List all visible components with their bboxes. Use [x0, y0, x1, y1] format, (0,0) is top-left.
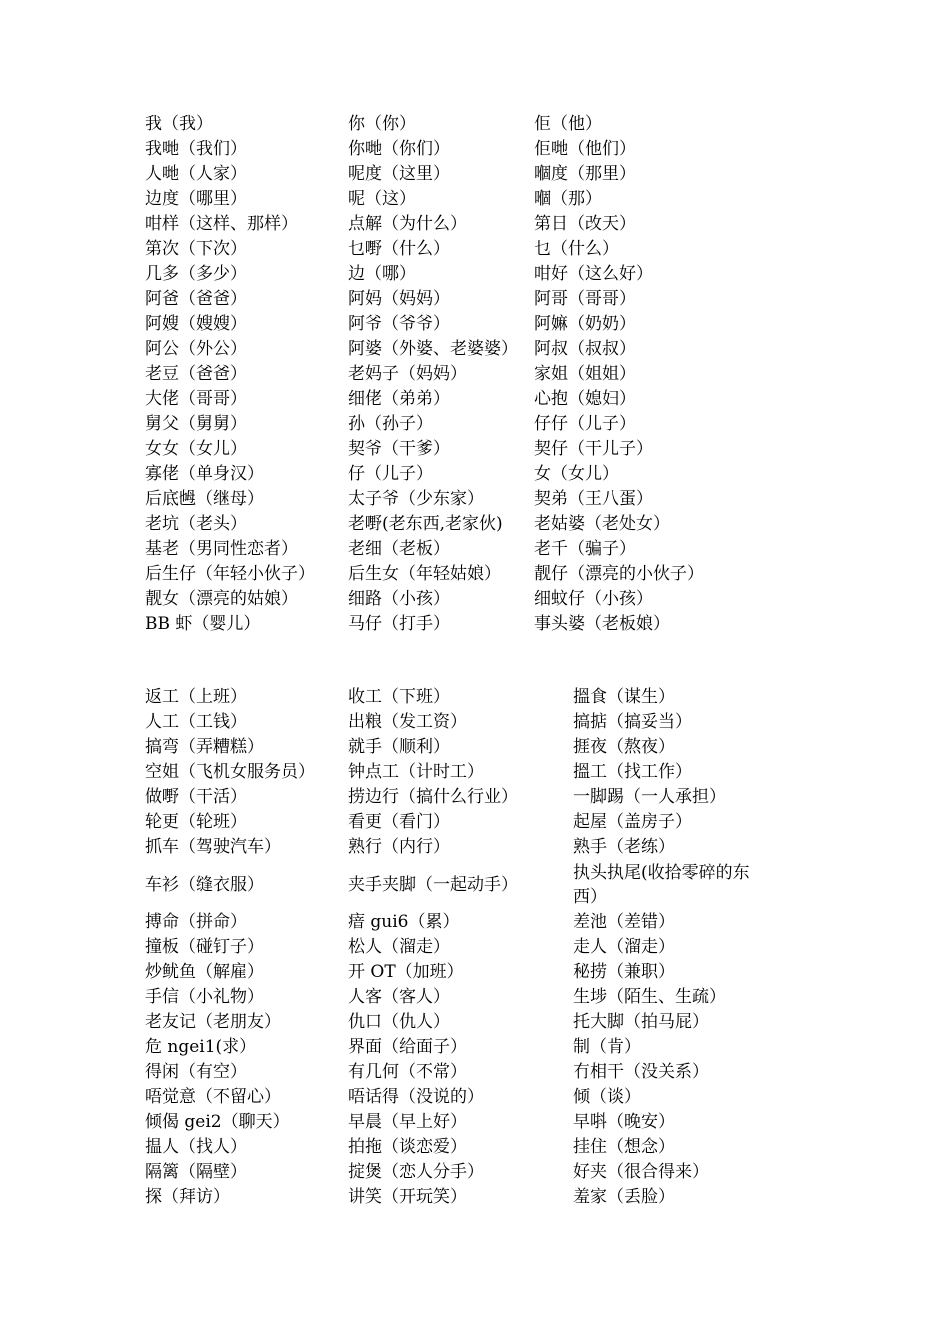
table-cell: 早唞（晚安）: [573, 1112, 675, 1132]
table-row: [145, 287, 765, 312]
table-cell: 隔篱（隔壁）: [145, 1162, 247, 1182]
table-row: [145, 960, 765, 985]
table-cell: 仇口（仇人）: [348, 1012, 450, 1032]
table-row: [145, 562, 765, 587]
table-cell: 收工（下班）: [348, 687, 450, 707]
table-cell: 你（你）: [348, 114, 416, 134]
table-cell: 车衫（缝衣服）: [145, 874, 264, 895]
table-cell: 咁样（这样、那样）: [145, 214, 298, 234]
table-cell: 做嘢（干活）: [145, 787, 247, 807]
table-cell: 阿嫲（奶奶）: [534, 314, 636, 334]
table-cell: 呢度（这里）: [348, 164, 450, 184]
table-cell: 后生女（年轻姑娘）: [348, 564, 501, 584]
table-cell: 松人（溜走）: [348, 937, 450, 957]
table-cell: 搞弯（弄糟糕）: [145, 737, 264, 757]
table-cell: 捞边行（搞什么行业）: [348, 787, 518, 807]
table-cell: 契弟（王八蛋）: [534, 489, 653, 509]
table-cell: 老细（老板）: [348, 539, 450, 559]
table-cell: 老妈子（妈妈）: [348, 364, 467, 384]
table-cell: 细路（小孩）: [348, 589, 450, 609]
table-cell: BB 虾（婴儿）: [145, 614, 261, 634]
pronouns-and-family-terms-table: [145, 112, 765, 637]
table-cell: 阿叔（叔叔）: [534, 339, 636, 359]
table-cell: 阿嫂（嫂嫂）: [145, 314, 247, 334]
table-cell: 后底乸（继母）: [145, 489, 264, 509]
table-cell: 阿爷（爷爷）: [348, 314, 450, 334]
table-cell: 讲笑（开玩笑）: [348, 1187, 467, 1207]
table-cell: 钟点工（计时工）: [348, 762, 484, 782]
table-cell: 女女（女儿）: [145, 439, 247, 459]
table-row: [145, 137, 765, 162]
table-row: [145, 412, 765, 437]
table-cell: 撞板（碰钉子）: [145, 937, 264, 957]
table-cell: 手信（小礼物）: [145, 987, 264, 1007]
table-cell: 基老（男同性恋者）: [145, 539, 298, 559]
table-cell: 契仔（干儿子）: [534, 439, 653, 459]
table-cell: 制（肯）: [573, 1037, 641, 1057]
table-row: [145, 1185, 765, 1210]
table-row: [145, 1160, 765, 1185]
table-row: [145, 437, 765, 462]
table-row: [145, 1010, 765, 1035]
table-cell: 一脚踢（一人承担）: [573, 787, 726, 807]
table-row: [145, 685, 765, 710]
table-cell: 看更（看门）: [348, 812, 450, 832]
table-cell: 你哋（你们）: [348, 139, 450, 159]
table-row: [145, 462, 765, 487]
table-cell: 差池（差错）: [573, 912, 675, 932]
table1-body: [145, 112, 765, 637]
table-cell: 轮更（轮班）: [145, 812, 247, 832]
table-cell: 搵工（找工作）: [573, 762, 692, 782]
table-row: [145, 612, 765, 637]
table-cell: 咁好（这么好）: [534, 264, 653, 284]
table-cell: 呢（这）: [348, 189, 416, 209]
table-row: [145, 910, 765, 935]
table-cell: 太子爷（少东家）: [348, 489, 484, 509]
table-row: [145, 362, 765, 387]
table-cell: 舅父（舅舅）: [145, 414, 247, 434]
table-row: [145, 512, 765, 537]
table-cell: 事头婆（老板娘）: [534, 614, 670, 634]
table2-body: [145, 685, 765, 1210]
table-row: [145, 985, 765, 1010]
table-cell: 第日（改天）: [534, 214, 636, 234]
table-cell: 秘捞（兼职）: [573, 962, 675, 982]
table-row: [145, 587, 765, 612]
table-row: [145, 187, 765, 212]
table-row: [145, 1110, 765, 1135]
table-cell: 拍拖（谈恋爱）: [348, 1137, 467, 1157]
table-cell: 就手（顺利）: [348, 737, 450, 757]
table-cell: 边（哪）: [348, 264, 416, 284]
table-cell: 开 OT（加班）: [348, 962, 464, 982]
table-cell: 返工（上班）: [145, 687, 247, 707]
table-cell: 佢（他）: [534, 114, 602, 134]
table-cell: 起屋（盖房子）: [573, 812, 692, 832]
table-cell: 阿爸（爸爸）: [145, 289, 247, 309]
table-row: [145, 112, 765, 137]
table-cell: 老千（骗子）: [534, 539, 636, 559]
table-cell: 执头执尾(收拾零碎的东西）: [573, 863, 750, 907]
table-cell: 瘖 gui6（累）: [348, 912, 460, 932]
table-cell: 生埗（陌生、生疏）: [573, 987, 726, 1007]
table-cell: 挂住（想念）: [573, 1137, 675, 1157]
table-row: [145, 1135, 765, 1160]
table-cell: 夹手夹脚（一起动手）: [348, 874, 518, 895]
table-cell: 阿哥（哥哥）: [534, 289, 636, 309]
table-row: [145, 337, 765, 362]
table-cell: 空姐（飞机女服务员）: [145, 762, 315, 782]
table-cell: 仔（儿子）: [348, 464, 433, 484]
table-cell: 羞家（丢脸）: [573, 1187, 675, 1207]
table-cell: 大佬（哥哥）: [145, 389, 247, 409]
table-row: [145, 162, 765, 187]
table-cell: 探（拜访）: [145, 1187, 230, 1207]
table-cell: 心抱（媳妇）: [534, 389, 636, 409]
table-cell: 乜（什么）: [534, 239, 619, 259]
table-cell: 捱夜（熬夜）: [573, 737, 675, 757]
table-row: [145, 237, 765, 262]
table-cell: 搵食（谋生）: [573, 687, 675, 707]
table-cell: 掟煲（恋人分手）: [348, 1162, 484, 1182]
table-cell: 抓车（驾驶汽车）: [145, 837, 281, 857]
table-cell: 仔仔（儿子）: [534, 414, 636, 434]
table-cell: 唔话得（没说的）: [348, 1087, 484, 1107]
table-cell: 人工（工钱）: [145, 712, 247, 732]
table-cell: 女（女儿）: [534, 464, 619, 484]
table-cell: 点解（为什么）: [348, 214, 467, 234]
table-row: [145, 835, 765, 860]
table-cell: 老嘢(老东西,老家伙): [348, 514, 503, 534]
table-cell: 孙（孙子）: [348, 414, 433, 434]
table-cell: 老坑（老头）: [145, 514, 247, 534]
table-cell: 细蚊仔（小孩）: [534, 589, 653, 609]
table-cell: 几多（多少）: [145, 264, 247, 284]
table-row: [145, 387, 765, 412]
table-cell: 嗰度（那里）: [534, 164, 636, 184]
table-cell: 老姑婆（老处女）: [534, 514, 670, 534]
table-row: [145, 735, 765, 760]
table-cell: 熟手（老练）: [573, 837, 675, 857]
table-cell: 炒鱿鱼（解雇）: [145, 962, 264, 982]
table-cell: 搞掂（搞妥当）: [573, 712, 692, 732]
table-row: [145, 810, 765, 835]
work-and-social-terms-table: [145, 685, 765, 1210]
table-cell: 靓女（漂亮的姑娘）: [145, 589, 298, 609]
table-row: [145, 785, 765, 810]
table-cell: 老豆（爸爸）: [145, 364, 247, 384]
table-cell: 危 ngei1(求）: [145, 1037, 257, 1057]
table-cell: 人客（客人）: [348, 987, 450, 1007]
table-cell: 靓仔（漂亮的小伙子）: [534, 564, 704, 584]
table-cell: 托大脚（拍马屁）: [573, 1012, 709, 1032]
table-row: [145, 1085, 765, 1110]
table-row: [145, 537, 765, 562]
table-cell: 我哋（我们）: [145, 139, 247, 159]
table-cell: 界面（给面子）: [348, 1037, 467, 1057]
table-cell: 阿妈（妈妈）: [348, 289, 450, 309]
table-cell: 阿婆（外婆、老婆婆）: [348, 339, 518, 359]
table-cell: 搏命（拼命）: [145, 912, 247, 932]
table-row: [145, 487, 765, 512]
table-cell: 第次（下次）: [145, 239, 247, 259]
table-cell: 揾人（找人）: [145, 1137, 247, 1157]
table-cell: 倾偈 gei2（聊天）: [145, 1112, 290, 1132]
table-cell: 好夹（很合得来）: [573, 1162, 709, 1182]
table-cell: 熟行（内行）: [348, 837, 450, 857]
table-row: [145, 935, 765, 960]
table-cell: 马仔（打手）: [348, 614, 450, 634]
table-row: [145, 212, 765, 237]
table-cell: 得闲（有空）: [145, 1062, 247, 1082]
table-row: [145, 760, 765, 785]
table-cell: 家姐（姐姐）: [534, 364, 636, 384]
table-row: [145, 860, 765, 910]
table-cell: 早晨（早上好）: [348, 1112, 467, 1132]
table-cell: 寡佬（单身汉）: [145, 464, 264, 484]
table-row: [145, 312, 765, 337]
table-cell: 阿公（外公）: [145, 339, 247, 359]
table-cell: 契爷（干爹）: [348, 439, 450, 459]
table-cell: 细佬（弟弟）: [348, 389, 450, 409]
table-cell: 有几何（不常）: [348, 1062, 467, 1082]
table-cell: 唔觉意（不留心）: [145, 1087, 281, 1107]
table-row: [145, 1035, 765, 1060]
table-row: [145, 710, 765, 735]
table-cell: 走人（溜走）: [573, 937, 675, 957]
table-cell: 后生仔（年轻小伙子）: [145, 564, 315, 584]
table-cell: 边度（哪里）: [145, 189, 247, 209]
table-cell: 倾（谈）: [573, 1087, 641, 1107]
table-cell: 老友记（老朋友）: [145, 1012, 281, 1032]
table-cell: 乜嘢（什么）: [348, 239, 450, 259]
table-row: [145, 262, 765, 287]
table-cell: 佢哋（他们）: [534, 139, 636, 159]
table-row: [145, 1060, 765, 1085]
table-cell: 人哋（人家）: [145, 164, 247, 184]
table-cell: 出粮（发工资）: [348, 712, 467, 732]
table-cell: 我（我）: [145, 114, 213, 134]
table-cell: 嗰（那）: [534, 189, 602, 209]
table-cell: 冇相干（没关系）: [573, 1062, 709, 1082]
